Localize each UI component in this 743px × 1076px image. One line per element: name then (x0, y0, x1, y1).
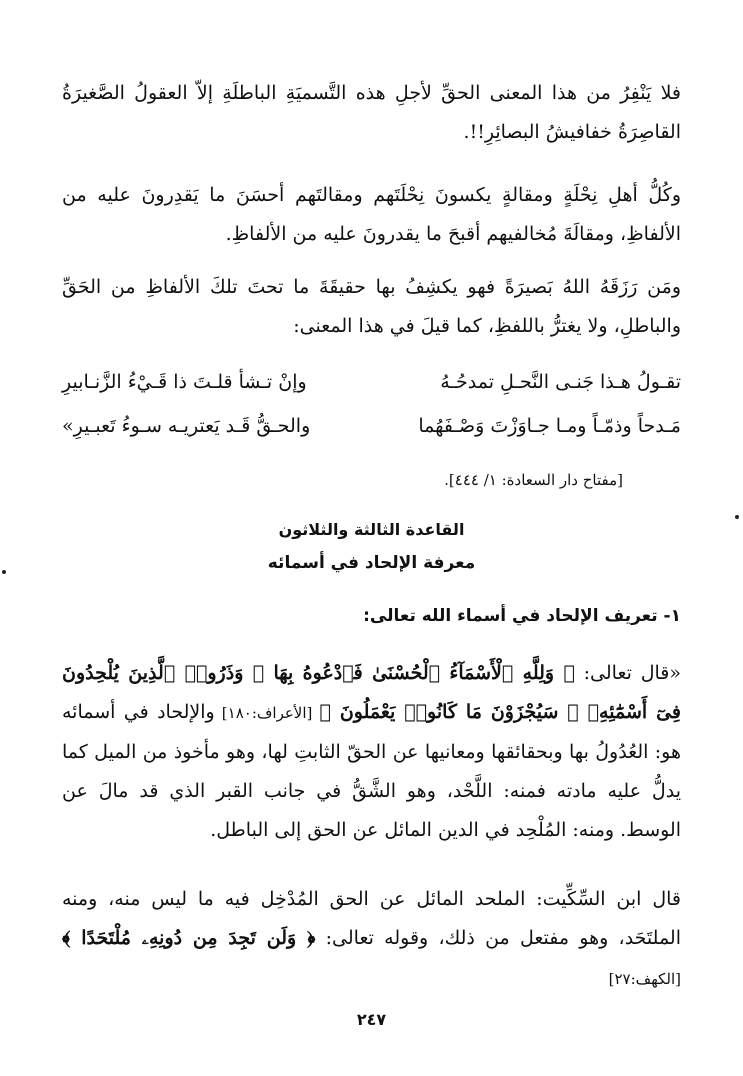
rule-title: القاعدة الثالثة والثلاثون (278, 520, 465, 539)
paragraph-1: فلا يَنْفِرُ من هذا المعنى الحقِّ لأجلِ هذه التَّسميَةِ الباطلَةِ إلاّ العقولُ الصَّغيرَةُ القاصِرَةُ خفافيشُ البصائِرِ!!. (62, 82, 681, 143)
quran-verse-araf: ﴿ وَلِلَّهِ ٱلْأَسْمَآءُ ٱلْحُسْنَىٰ فَٱدْعُوهُ بِهَا ۖ وَذَرُوا۟ ٱلَّذِينَ يُلْحِدُونَ فِىٓ أَسْمَٰٓئِهِۦ ۚ سَيُجْزَوْنَ مَا كَانُوا۟ يَعْمَلُونَ ﴾ (62, 662, 682, 723)
paragraph-4 (62, 654, 681, 850)
verse-reference-araf: [الأعراف:١٨٠] (214, 704, 320, 722)
poem-line-2-second-hemistich: والحـقُّ قَـد يَعتريـه سـوءُ تَعبـيرِ» (62, 415, 311, 437)
paragraph-4-body: والإلحاد في أسمائه هو: العُدُولُ بها وبحقائقها ومعانيها عن الحقّ الثابتِ لها، وهو مأخوذ من الميل كما يدلُّ عليه مادته فمنه: اللَّحْد، وهو الشَّقُّ في جانب القبر الذي قد مالَ عن الوسط. ومنه: المُلْحِد في الدين المائل عن الحق إلى الباطل. (62, 701, 681, 841)
margin-mark-left (2, 570, 6, 574)
rule-subject: معرفة الإلحاد في أسمائه (267, 553, 476, 573)
section-title: ١- تعريف الإلحاد في أسماء الله تعالى: (363, 606, 681, 626)
poem-line-1-second-hemistich: وإنْ تـشأ قلـتَ ذا قَـيْءُ الزَّنـابيرِ (62, 371, 307, 393)
margin-mark-right (735, 515, 739, 519)
poem-line-2-first-hemistich: مَـدحاً وذمّـاً ومـا جـاوَزْتَ وَصْـفَهُما (418, 415, 681, 437)
paragraph-4-intro: «قال تعالى: (574, 662, 681, 684)
quran-verse-kahf: ﴿ وَلَن تَجِدَ مِن دُونِهِۦ مُلْتَحَدًا ﴾ (62, 927, 316, 949)
poem-line-1-first-hemistich: تقـولُ هـذا جَنـى النَّحـلِ تمدحُـهُ (440, 371, 681, 393)
verse-reference-kahf: [الكهف:٢٧] (608, 970, 681, 988)
poem (62, 360, 681, 448)
paragraph-3: ومَن رَزَقَهُ اللهُ بَصيرَةً فهو يكشِفُ بها حقيقَةَ ما تحتَ تلكَ الألفاظِ من الحَقِّ والباطلِ، ولا يغترُّ باللفظِ، كما قيلَ في هذا المعنى: (62, 276, 681, 337)
poem-line-1 (62, 360, 681, 404)
paragraph-5-body: قال ابن السِّكِّيت: الملحد المائل عن الحق المُدْخِل فيه ما ليس منه، ومنه الملتَحَد، وهو مفتعل من ذلك، وقوله تعالى: (62, 888, 682, 949)
source-citation: [مفتاح دار السعادة: ١/ ٤٤٤]. (444, 471, 623, 489)
paragraph-2: وكُلُّ أهلِ نِحْلَةٍ ومقالةٍ يكسونَ نِحْلَتَهم ومقالتَهم أحسَنَ ما يَقدِرونَ عليه من الألفاظِ، ومقالَةَ مُخالفيهم أقبحَ ما يقدرونَ عليه من الألفاظِ. (62, 184, 681, 245)
poem-line-2 (62, 404, 681, 448)
paragraph-5 (62, 880, 681, 999)
page-number: ٢٤٧ (356, 1010, 387, 1029)
